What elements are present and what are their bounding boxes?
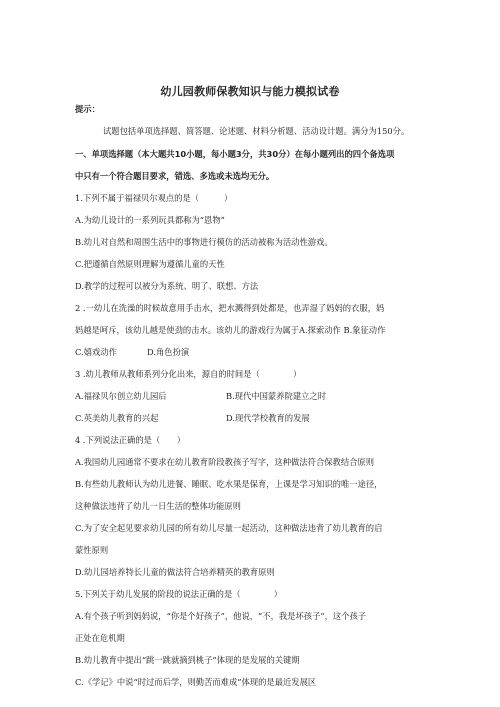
q3-option-c: C.英美幼儿教育的兴起 (75, 413, 159, 423)
hint-label: 提示： (75, 104, 100, 114)
q3-option-d: D.现代学校教育的发展 (226, 413, 310, 423)
q1-option-c: C.把遵循自然原则理解为遵循儿童的天性 (75, 259, 225, 269)
q2-option-d: D.角色扮演 (147, 347, 190, 357)
q2-stem-line2: 妈越是呵斥，该幼儿越是使劲的击水。该幼儿的游戏行为属于A.探索动作 B.象征动作 (75, 325, 386, 335)
q4-option-d: D.幼儿园培养特长儿童的做法符合培养精英的教育原则 (75, 567, 275, 577)
q5-option-b: B.幼儿教育中提出“跳一跳就摘到桃子”体现的是发展的关键期 (75, 655, 300, 665)
q5-option-a-line1: A.有个孩子听到妈妈说，“你是个好孩子”，他说，“不，我是坏孩子”，这个孩子 (75, 611, 367, 621)
q4-option-b-line1: B.有些幼儿教师认为幼儿进餐、睡眠、吃水果是保育，上课是学习知识的唯一途径， (75, 479, 383, 489)
q4-option-c-line2: 蒙性原则 (75, 545, 109, 555)
q4-option-c-line1: C.为了安全起见要求幼儿园的所有幼儿尽量一起活动，这种做法违背了幼儿教育的启 (75, 523, 383, 533)
q3-option-b: B.现代中国蒙养院建立之时 (226, 391, 327, 401)
section-heading-line1: 一、单项选择题（本大题共10小题，每小题3分，共30分）在每小题列出的四个备选项 (75, 149, 395, 159)
page-title: 幼儿园教师保教知识与能力模拟试卷 (160, 85, 340, 98)
q1-option-d: D.教学的过程可以被分为系统、明了、联想、方法 (75, 281, 259, 291)
section-heading-line2: 中只有一个符合题目要求，错选、多选或未选均无分。 (75, 171, 275, 181)
q3-stem: 3 .幼儿教师从教师系列分化出来，源自的时间是（ ） (75, 369, 302, 379)
q4-stem: 4 .下列说法正确的是（ ） (75, 435, 186, 445)
q4-option-a: A.我国幼儿园通常不要求在幼儿教育阶段教孩子写字，这种做法符合保教结合原则 (75, 457, 375, 467)
q5-stem: 5.下列关于幼儿发展的阶段的说法正确的是（ ） (75, 589, 283, 599)
q1-option-b: B.幼儿对自然和周围生活中的事物进行模仿的活动被称为活动性游戏。 (75, 237, 333, 247)
q5-option-c: C.《学记》中说“时过而后学，则勤苦而难成”体现的是最近发展区 (75, 677, 317, 687)
q3-option-a: A.福禄贝尔创立幼儿园后 (75, 391, 167, 401)
q5-option-a-line2: 正处在危机期 (75, 633, 125, 643)
q4-option-b-line2: 这种做法违背了幼儿一日生活的整体功能原则 (75, 501, 241, 511)
q1-stem: 1.下列不属于福禄贝尔观点的是（ ） (75, 193, 233, 203)
q2-stem-line1: 2 .一幼儿在洗澡的时候故意用手击水，把水溅得到处都是，也弄湿了妈妈的衣服，妈 (75, 303, 385, 313)
q2-option-c: C.嬉戏动作 (75, 347, 117, 357)
q1-option-a: A.为幼儿设计的一系列玩具都称为“恩物” (75, 215, 225, 225)
hint-text: 试题包括单项选择题、简答题、论述题、材料分析题、活动设计题。满分为150分。 (103, 126, 410, 136)
